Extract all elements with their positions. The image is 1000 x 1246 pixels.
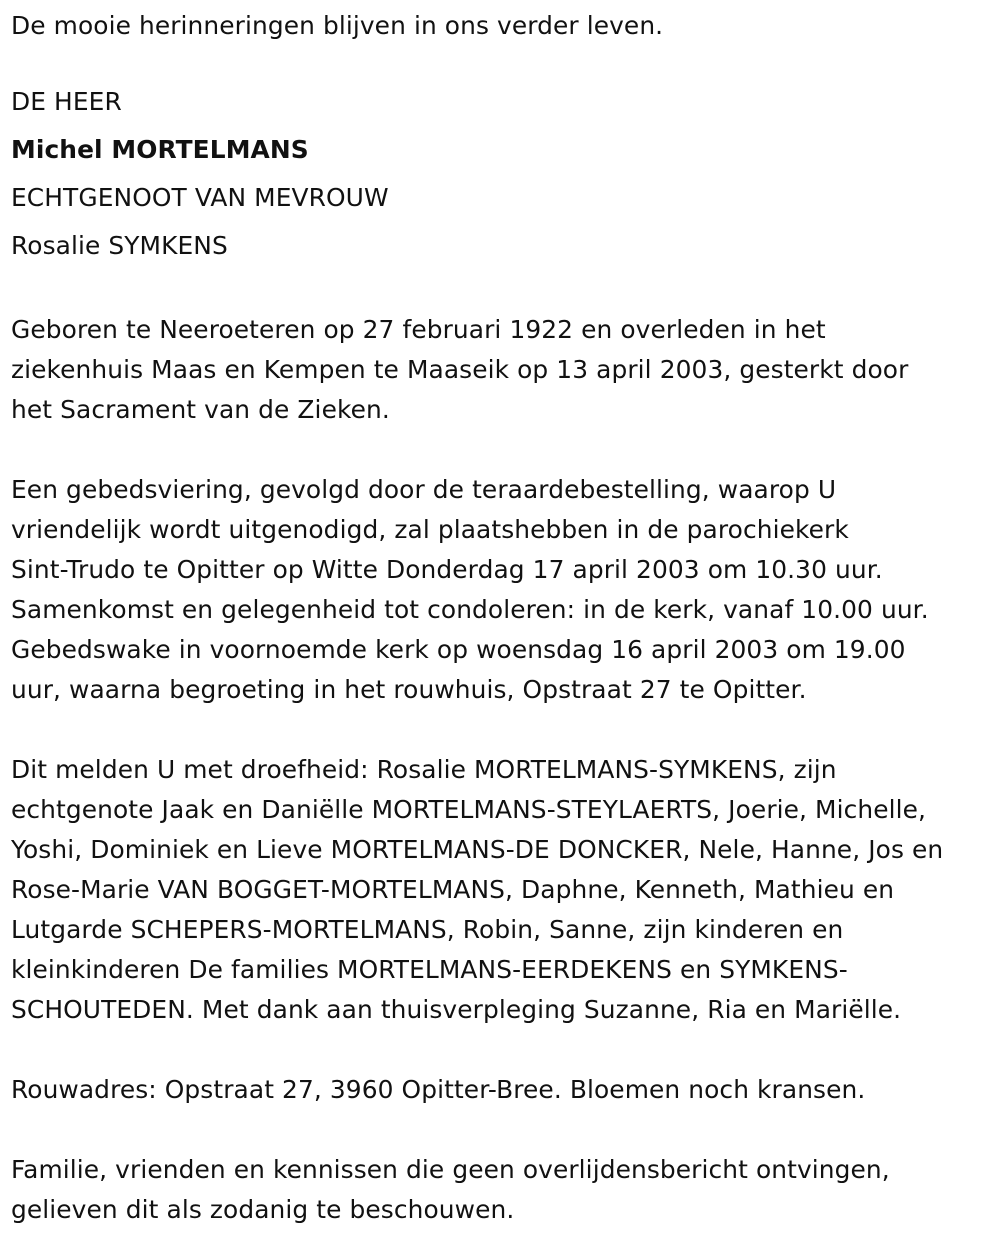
paragraph-line: Geboren te Neeroeteren op 27 februari 1922 en overleden in het — [11, 315, 826, 344]
paragraph-line: Familie, vrienden en kennissen die geen overlijdensbericht ontvingen, — [11, 1155, 890, 1184]
ceremony-paragraph — [11, 470, 996, 710]
spacer — [11, 710, 996, 750]
paragraph-line: het Sacrament van de Zieken. — [11, 395, 390, 424]
paragraph-line: Yoshi, Dominiek en Lieve MORTELMANS-DE DONCKER, Nele, Hanne, Jos en — [11, 835, 944, 864]
paragraph-line: Sint-Trudo te Opitter op Witte Donderdag 17 april 2003 om 10.30 uur. — [11, 555, 883, 584]
paragraph-line: Samenkomst en gelegenheid tot condoleren: in de kerk, vanaf 10.00 uur. — [11, 595, 929, 624]
heading-title: DE HEER — [11, 87, 122, 116]
paragraph-line: Dit melden U met droefheid: Rosalie MORTELMANS-SYMKENS, zijn — [11, 755, 837, 784]
paragraph-line: kleinkinderen De families MORTELMANS-EERDEKENS en SYMKENS- — [11, 955, 848, 984]
paragraph-line: ziekenhuis Maas en Kempen te Maaseik op 13 april 2003, gesterkt door — [11, 355, 909, 384]
address-line: Rouwadres: Opstraat 27, 3960 Opitter-Bree. Bloemen noch kransen. — [11, 1075, 866, 1104]
paragraph-line: SCHOUTEDEN. Met dank aan thuisverpleging Suzanne, Ria en Mariëlle. — [11, 995, 902, 1024]
birth-death-paragraph — [11, 310, 996, 430]
paragraph-line: vriendelijk wordt uitgenodigd, zal plaatshebben in de parochiekerk — [11, 515, 849, 544]
family-paragraph — [11, 750, 996, 1030]
paragraph-line: uur, waarna begroeting in het rouwhuis, Opstraat 27 te Opitter. — [11, 675, 807, 704]
paragraph-line: gelieven dit als zodanig te beschouwen. — [11, 1195, 515, 1224]
spacer — [11, 430, 996, 470]
heading-block — [11, 78, 996, 270]
closing-paragraph — [11, 1150, 996, 1230]
obituary-document — [11, 0, 996, 1230]
spouse-name: Rosalie SYMKENS — [11, 231, 228, 260]
heading-relation: ECHTGENOOT VAN MEVROUW — [11, 183, 389, 212]
paragraph-line: Gebedswake in voornoemde kerk op woensdag 16 april 2003 om 19.00 — [11, 635, 906, 664]
paragraph-line: Een gebedsviering, gevolgd door de teraardebestelling, waarop U — [11, 475, 837, 504]
spacer — [11, 46, 996, 78]
paragraph-line: echtgenote Jaak en Daniëlle MORTELMANS-STEYLAERTS, Joerie, Michelle, — [11, 795, 927, 824]
spacer — [11, 1030, 996, 1070]
deceased-name: Michel MORTELMANS — [11, 135, 309, 164]
motto-line: De mooie herinneringen blijven in ons verder leven. — [11, 11, 664, 40]
spacer — [11, 1110, 996, 1150]
paragraph-line: Rose-Marie VAN BOGGET-MORTELMANS, Daphne, Kenneth, Mathieu en — [11, 875, 895, 904]
spacer — [11, 270, 996, 310]
paragraph-line: Lutgarde SCHEPERS-MORTELMANS, Robin, Sanne, zijn kinderen en — [11, 915, 844, 944]
